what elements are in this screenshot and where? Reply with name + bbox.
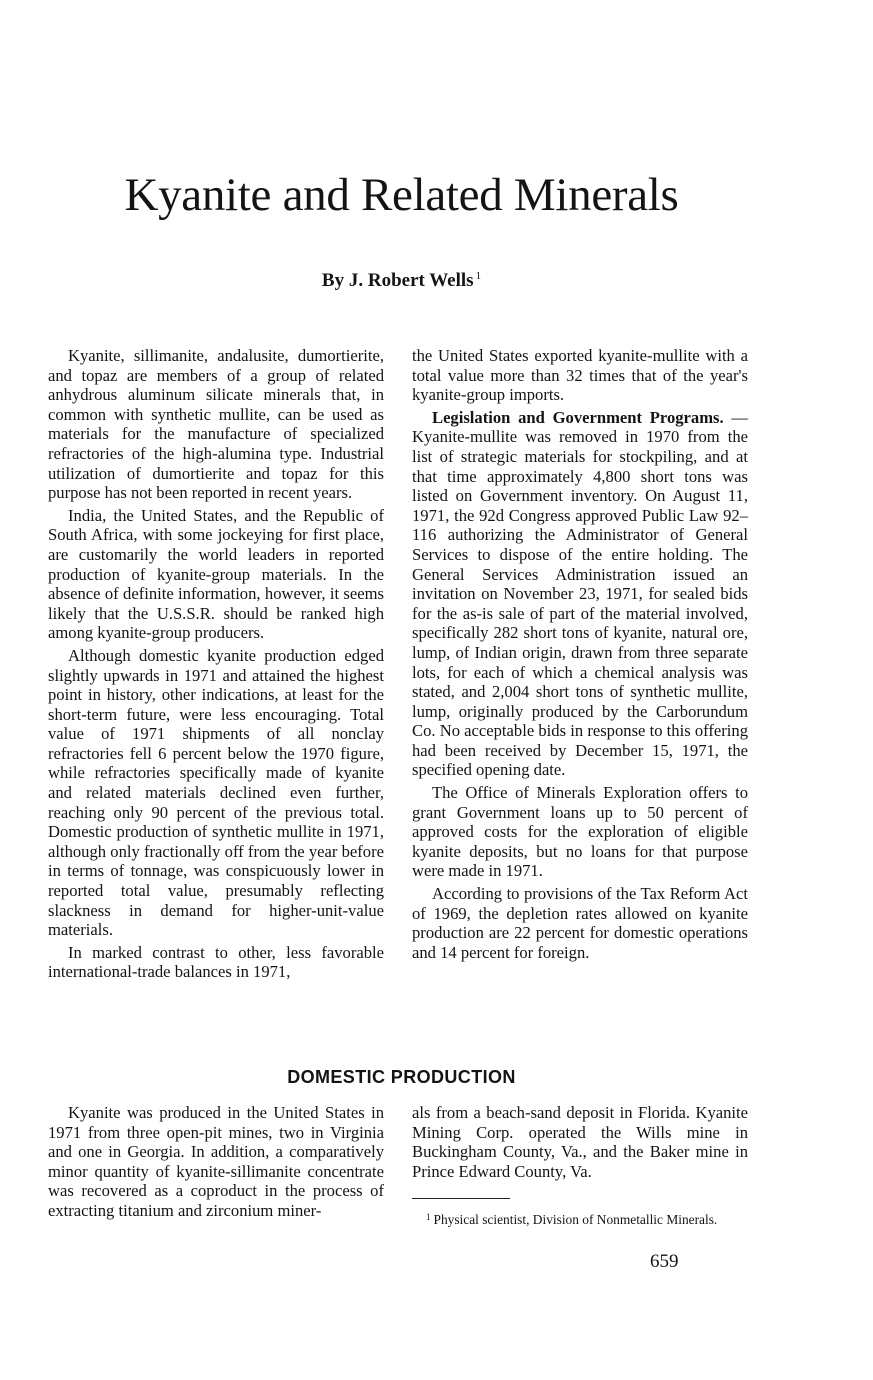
author-byline: [0, 270, 803, 292]
legislation-paragraph: [412, 408, 748, 780]
footnote: [412, 1210, 756, 1228]
intro-left-column: [48, 346, 384, 982]
footnote-number: 1: [426, 1212, 431, 1222]
tax-paragraph: According to provisions of the Tax Reform Act of 1969, the depletion rates allowed on kyanite production are 22 percent for domestic operations and 14 percent for foreign.: [412, 884, 748, 962]
intro-paragraph: In marked contrast to other, less favorable international-trade balances in 1971,: [48, 942, 384, 982]
footnote-text: Physical scientist, Division of Nonmetallic Minerals.: [433, 1212, 718, 1227]
domestic-right-column: [412, 1103, 748, 1181]
page-number: 659: [650, 1251, 679, 1272]
section-heading-domestic-production: DOMESTIC PRODUCTION: [287, 1067, 516, 1087]
ome-paragraph: The Office of Minerals Exploration offers to grant Government loans up to 50 percent of approved costs for the exploration of eligible kyanite deposits, but no loans for that purpose were made in 1971.: [412, 783, 748, 881]
legislation-heading: Legislation and Government Programs.: [432, 407, 724, 427]
footnote-divider: [412, 1198, 510, 1199]
continued-paragraph: the United States exported kyanite-mullite with a total value more than 32 times that of the year's kyanite-group imports.: [412, 346, 748, 405]
intro-right-column: [412, 346, 748, 962]
intro-paragraph: Kyanite, sillimanite, andalusite, dumortierite, and topaz are members of a group of related anhydrous aluminum silicate minerals that, in common with synthetic mullite, can be used as materials for the manufacture of specialized refractories of the high-alumina type. Industrial utilization of dumortierite and topaz for this purpose has not been reported in recent years.: [48, 346, 384, 503]
intro-paragraph: India, the United States, and the Republic of South Africa, with some jockeying for first place, are customarily the world leaders in reported production of kyanite-group materials. In the absence of definite information, however, it seems likely that the U.S.S.R. should be ranked high among kyanite-group producers.: [48, 505, 384, 643]
legislation-text: —Kyanite-mullite was removed in 1970 from the list of strategic materials for stockpiling, and at that time approximately 4,800 short tons was listed on Government inventory. On August 11, 1971, the 92d Congress approved Public Law 92–116 authorizing the Administrator of General Services to dispose of the entire holding. The General Services Administration issued an invitation on November 23, 1971, for sealed bids for the as-is sale of part of the material involved, specifically 282 short tons of kyanite, natural ore, lump, of Indian origin, drawn from three separate lots, for each of which a chemical analysis was stated, and 2,004 short tons of synthetic mullite, lump, originally produced by the Carborundum Co. No acceptable bids in response to this offering had been received by December 15, 1971, the specified opening date.: [412, 407, 748, 780]
domestic-continued-paragraph: als from a beach-sand deposit in Florida. Kyanite Mining Corp. operated the Wills mine in Buckingham County, Va., and the Baker mine in Prince Edward County, Va.: [412, 1103, 748, 1181]
domestic-left-column: [48, 1103, 384, 1221]
author-name: By J. Robert Wells: [321, 270, 474, 291]
domestic-paragraph: Kyanite was produced in the United States in 1971 from three open-pit mines, two in Virginia and one in Georgia. In addition, a comparatively minor quantity of kyanite-sillimanite concentrate was recovered as a coproduct in the process of extracting titanium and zirconium miner-: [48, 1103, 384, 1220]
intro-paragraph: Although domestic kyanite production edged slightly upwards in 1971 and attained the highest point in history, other indications, at least for the short-term future, were less encouraging. Total value of 1971 shipments of all nonclay refractories fell 6 percent below the 1970 figure, while refractories specifically made of kyanite and related materials declined even further, reaching only 90 percent of the previous total. Domestic production of synthetic mullite in 1971, although only fractionally off from the year before in terms of tonnage, was conspicuously lower in reported total value, presumably reflecting slackness in demand for higher-unit-value materials.: [48, 645, 384, 940]
article-title: Kyanite and Related Minerals: [124, 169, 679, 221]
footnote-marker: 1: [475, 270, 482, 282]
